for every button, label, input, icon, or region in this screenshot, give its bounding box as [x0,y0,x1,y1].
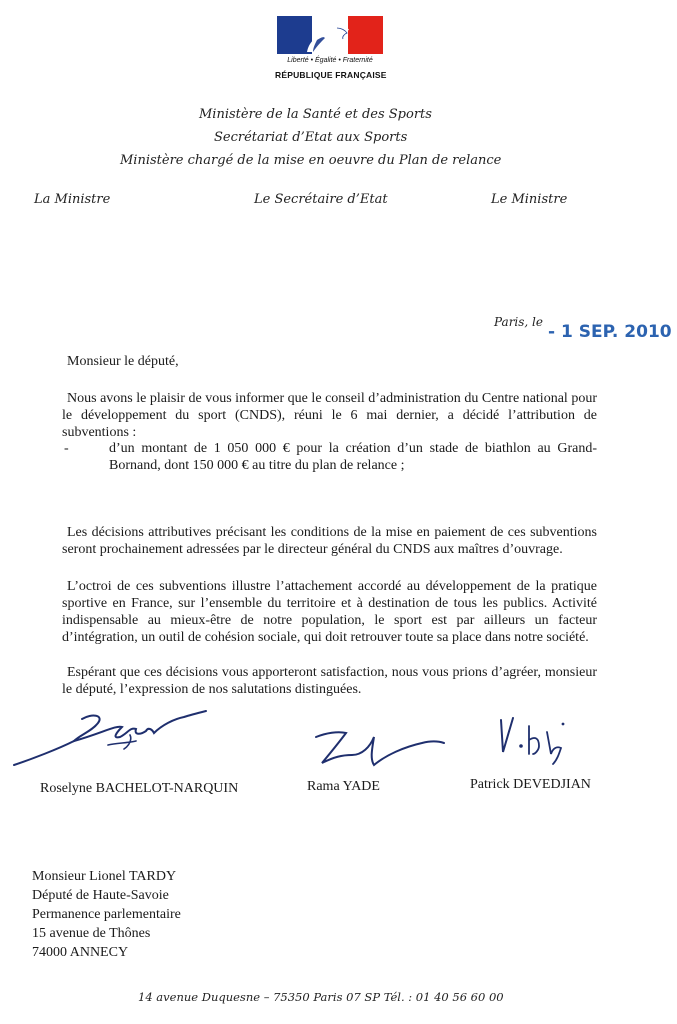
ministry-line-1: Ministère de la Santé et des Sports [199,107,432,122]
signatory-name-1: Roselyne BACHELOT-NARQUIN [40,781,239,796]
republique-francaise-label: RÉPUBLIQUE FRANÇAISE [275,70,387,80]
signatory-name-2: Rama YADE [307,779,380,794]
address-line: Permanence parlementaire [32,907,181,922]
salutation: Monsieur le député, [67,354,179,369]
date-stamp: - 1 SEP. 2010 [548,322,672,342]
tricolor-flag-emblem [277,16,383,54]
address-line: Monsieur Lionel TARDY [32,869,177,884]
bullet-item: d’un montant de 1 050 000 € pour la création d’un stade de biathlon au Grand-Bornand, dont 150 000 € au titre du plan de relance ; [109,441,597,473]
paragraph-1: Nous avons le plaisir de vous informer que le conseil d’administration du Centre national pour le développement du sport (CNDS), réuni le 6 mai dernier, a décidé l’attribution de subventions : [62,391,597,440]
recipient-address [32,867,181,962]
signature-yade [312,725,447,773]
bullet-dash: - [64,441,69,456]
paragraph-3: L’octroi de ces subventions illustre l’attachement accordé au développement de la pratique sportive en France, sur l’ensemble du territoire et à destination de tous les publics. Activité indispensable au mieux-être de notre population, le sport est par ailleurs un facteur d’intégration, un outil de cohésion sociale, qui doit retrouver toute sa place dans notre société. [62,579,597,645]
signatory-title-1: La Ministre [34,192,111,207]
footer-address: 14 avenue Duquesne – 75350 Paris 07 SP Tél. : 01 40 56 60 00 [138,990,504,1004]
ministry-line-3: Ministère chargé de la mise en oeuvre du Plan de relance [120,153,502,168]
date-place: Paris, le [494,315,543,329]
signatory-title-2: Le Secrétaire d’Etat [254,192,388,207]
address-line: Député de Haute-Savoie [32,888,169,903]
marianne-profile-icon [277,16,383,54]
republique-francaise-logo [275,16,385,84]
address-line: 15 avenue de Thônes [32,926,151,941]
signatory-title-3: Le Ministre [491,192,568,207]
paragraph-4: Espérant que ces décisions vous apporteront satisfaction, nous vous prions d’agréer, monsieur le député, l’expression de nos salutations distinguées. [62,665,597,697]
paragraph-2: Les décisions attributives précisant les conditions de la mise en paiement de ces subventions seront prochainement adressées par le directeur général du CNDS aux maîtres d’ouvrage. [62,525,597,557]
address-line: 74000 ANNECY [32,945,129,960]
republic-motto: Liberté • Égalité • Fraternité [287,57,373,64]
signature-bachelot-narquin [12,705,212,775]
signature-devedjian [495,710,580,765]
ministry-line-2: Secrétariat d’Etat aux Sports [214,130,408,145]
signatory-name-3: Patrick DEVEDJIAN [470,777,591,792]
